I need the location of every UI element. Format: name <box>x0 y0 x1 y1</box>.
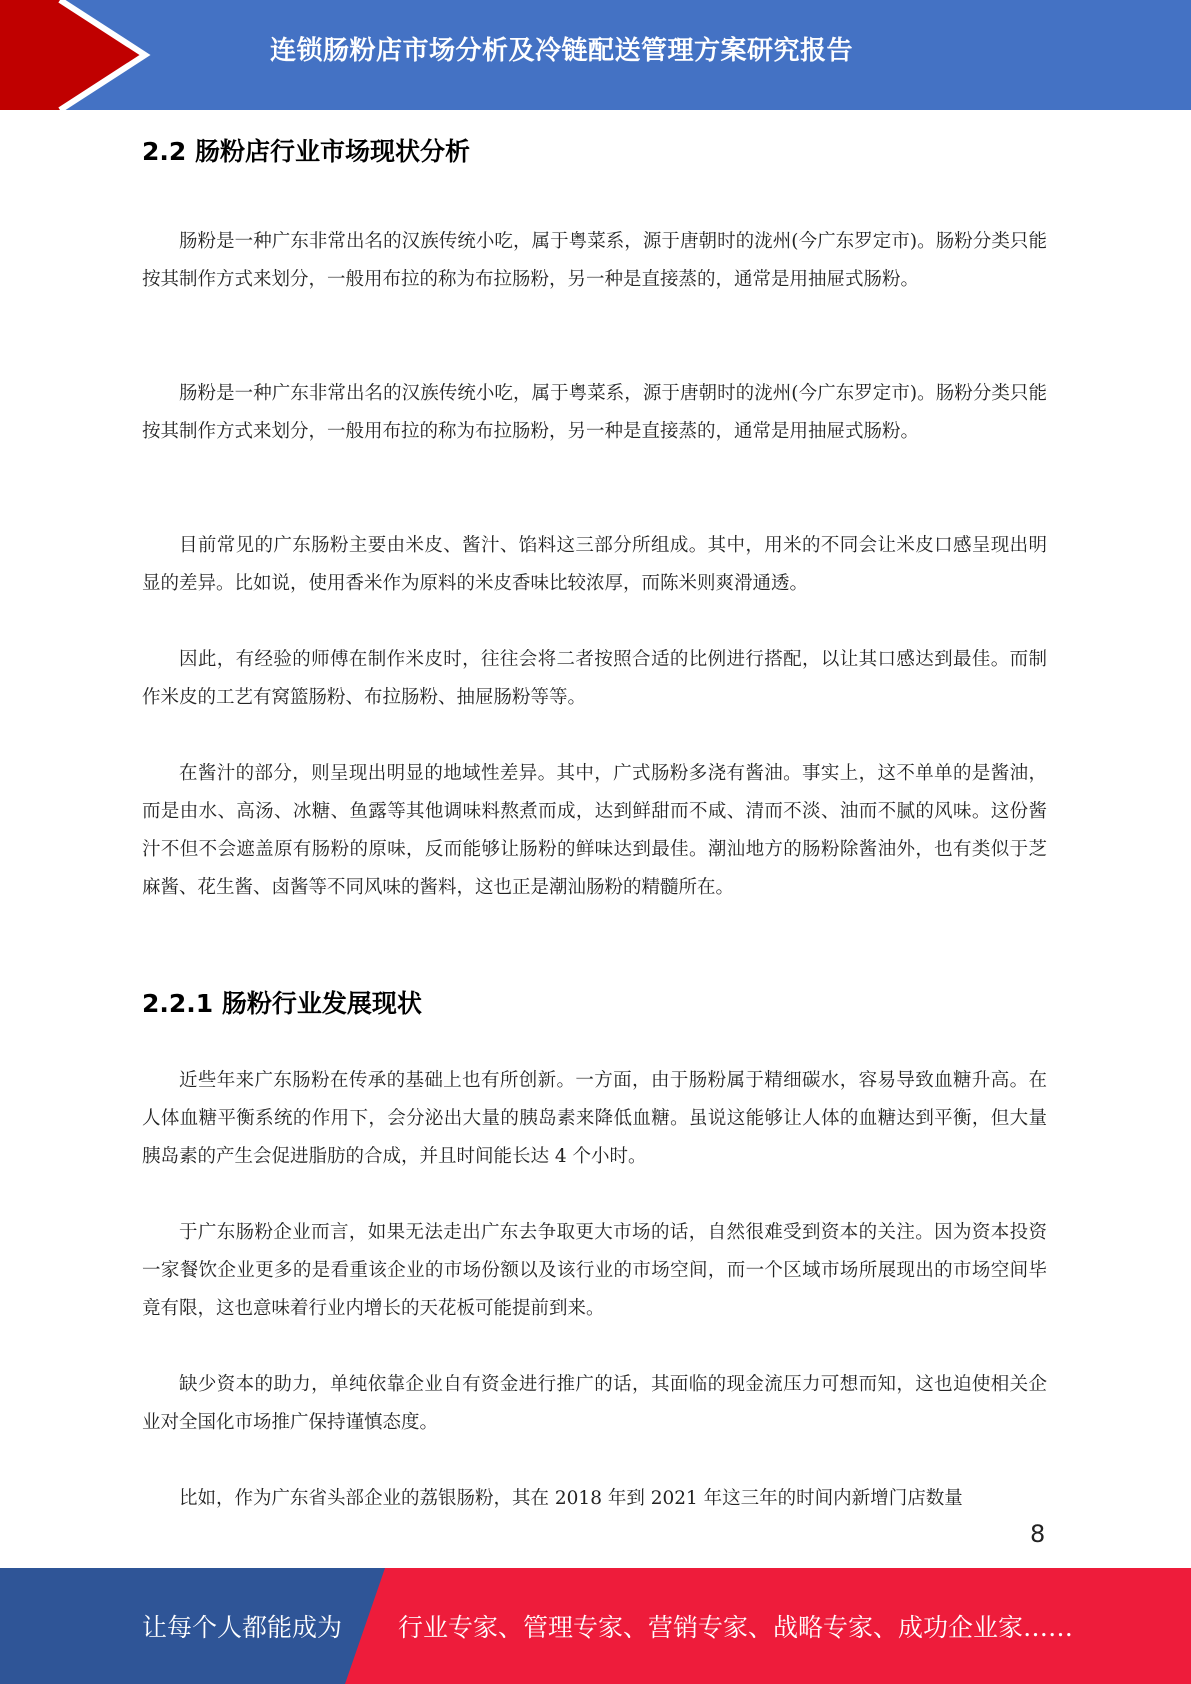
paragraph: 于广东肠粉企业而言，如果无法走出广东去争取更大市场的话，自然很难受到资本的关注。因为资本投资一家餐饮企业更多的是看重该企业的市场份额以及该行业的市场空间，而一个区域市场所展现出的市场空间毕竟有限，这也意味着行业内增长的天花板可能提前到来。 <box>142 1222 1047 1319</box>
paragraph: 近些年来广东肠粉在传承的基础上也有所创新。一方面，由于肠粉属于精细碳水，容易导致血糖升高。在人体血糖平衡系统的作用下，会分泌出大量的胰岛素来降低血糖。虽说这能够让人体的血糖达到平衡，但大量胰岛素的产生会促进脂肪的合成，并且时间能长达 4 个小时。 <box>142 1070 1047 1167</box>
subsection-heading: 2.2.1 肠粉行业发展现状 <box>142 989 422 1018</box>
paragraph: 肠粉是一种广东非常出名的汉族传统小吃，属于粤菜系，源于唐朝时的泷州(今广东罗定市)。肠粉分类只能按其制作方式来划分，一般用布拉的称为布拉肠粉，另一种是直接蒸的，通常是用抽屉式肠粉。 <box>142 383 1047 442</box>
paragraph: 因此，有经验的师傅在制作米皮时，往往会将二者按照合适的比例进行搭配，以让其口感达到最佳。而制作米皮的工艺有窝篮肠粉、布拉肠粉、抽屉肠粉等等。 <box>142 649 1047 708</box>
section-heading: 2.2 肠粉店行业市场现状分析 <box>142 137 470 166</box>
paragraph: 肠粉是一种广东非常出名的汉族传统小吃，属于粤菜系，源于唐朝时的泷州(今广东罗定市)。肠粉分类只能按其制作方式来划分，一般用布拉的称为布拉肠粉，另一种是直接蒸的，通常是用抽屉式肠粉。 <box>142 231 1047 290</box>
report-footer <box>0 1568 1191 1684</box>
footer-slogan-right: 行业专家、管理专家、营销专家、战略专家、成功企业家…… <box>398 1613 1074 1642</box>
report-header <box>0 0 1191 110</box>
paragraph: 在酱汁的部分，则呈现出明显的地域性差异。其中，广式肠粉多浇有酱油。事实上，这不单单的是酱油，而是由水、高汤、冰糖、鱼露等其他调味料熬煮而成，达到鲜甜而不咸、清而不淡、油而不腻的风味。这份酱汁不但不会遮盖原有肠粉的原味，反而能够让肠粉的鲜味达到最佳。潮汕地方的肠粉除酱油外，也有类似于芝麻酱、花生酱、卤酱等不同风味的酱料，这也正是潮汕肠粉的精髓所在。 <box>142 763 1047 898</box>
paragraph: 目前常见的广东肠粉主要由米皮、酱汁、馅料这三部分所组成。其中，用米的不同会让米皮口感呈现出明显的差异。比如说，使用香米作为原料的米皮香味比较浓厚，而陈米则爽滑通透。 <box>142 535 1047 594</box>
report-title: 连锁肠粉店市场分析及冷链配送管理方案研究报告 <box>270 36 854 66</box>
paragraph: 缺少资本的助力，单纯依靠企业自有资金进行推广的话，其面临的现金流压力可想而知，这也迫使相关企业对全国化市场推广保持谨慎态度。 <box>142 1374 1047 1433</box>
footer-slogan-left: 让每个人都能成为 <box>142 1613 343 1642</box>
header-arrow-decoration <box>0 0 160 110</box>
page-number: 8 <box>1030 1520 1046 1548</box>
paragraph: 比如，作为广东省头部企业的荔银肠粉，其在 2018 年到 2021 年这三年的时间内新增门店数量 <box>179 1488 963 1509</box>
